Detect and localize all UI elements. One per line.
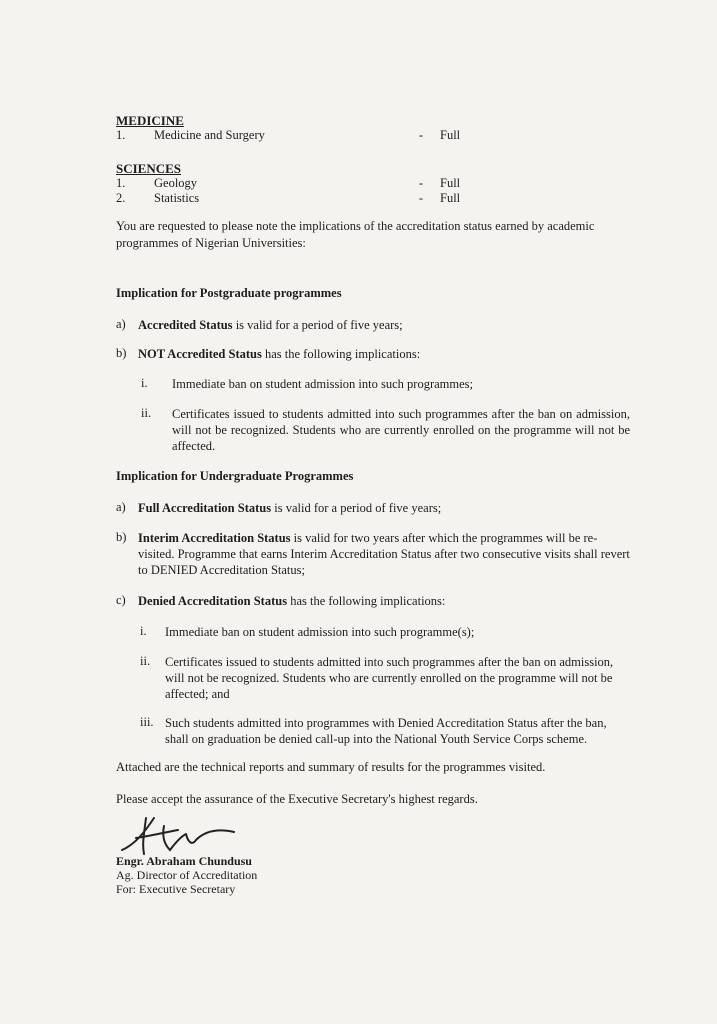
item-marker: b) <box>116 530 127 544</box>
subitem-marker: i. <box>140 624 147 638</box>
item-marker: c) <box>116 593 126 607</box>
postgraduate-heading: Implication for Postgraduate programmes <box>116 286 342 300</box>
programme-name: Medicine and Surgery <box>154 128 265 142</box>
signer-for: For: Executive Secretary <box>116 882 236 896</box>
closing-paragraph: Please accept the assurance of the Executive Secretary's highest regards. <box>116 792 478 806</box>
row-dash: - <box>418 191 424 205</box>
item-bold-label: Denied Accreditation Status <box>138 594 288 608</box>
item-text: has the following implications: <box>261 347 421 361</box>
intro-paragraph: You are requested to please note the implications of the accreditation status earned by academic programmes of Nigerian Universities: <box>116 219 595 250</box>
programme-name: Statistics <box>154 191 200 205</box>
subitem-marker: ii. <box>140 654 151 668</box>
programme-row <box>116 176 460 191</box>
item-text: is valid for a period of five years; <box>232 318 403 332</box>
postgraduate-item-a <box>138 317 628 333</box>
undergraduate-subitem: Immediate ban on student admission into such programme(s); <box>165 625 475 639</box>
item-bold-label: Full Accreditation Status <box>138 501 272 515</box>
undergraduate-subitem: Such students admitted into programmes with Denied Accreditation Status after the ban, shall on graduation be denied call-up into the National Youth Service Corps scheme. <box>165 716 607 746</box>
medicine-heading: MEDICINE <box>116 113 184 128</box>
undergraduate-heading: Implication for Undergraduate Programmes <box>116 469 354 483</box>
undergraduate-item-c <box>138 593 630 609</box>
row-number: 2. <box>116 191 126 205</box>
programme-name: Geology <box>154 176 198 190</box>
programme-row <box>116 191 460 206</box>
undergraduate-item-a <box>138 500 630 516</box>
row-number: 1. <box>116 176 126 190</box>
row-number: 1. <box>116 128 126 142</box>
accreditation-status: Full <box>440 128 461 142</box>
accreditation-status: Full <box>440 176 461 190</box>
item-marker: b) <box>116 346 127 360</box>
accreditation-status: Full <box>440 191 461 205</box>
item-text: is valid for a period of five years; <box>271 501 442 515</box>
item-marker: a) <box>116 500 126 514</box>
row-dash: - <box>418 128 424 142</box>
undergraduate-subitem: Certificates issued to students admitted into such programmes after the ban on admission, will not be recognized. Students who are currently enrolled on the programme will not be affected; and <box>165 655 614 701</box>
postgraduate-item-b <box>138 346 628 362</box>
row-dash: - <box>418 176 424 190</box>
sciences-heading: SCIENCES <box>116 161 182 176</box>
signer-name: Engr. Abraham Chundusu <box>116 854 252 868</box>
attached-paragraph: Attached are the technical reports and summary of results for the programmes visited. <box>116 760 546 774</box>
subitem-marker: i. <box>141 376 148 390</box>
item-bold-label: NOT Accredited Status <box>138 347 262 361</box>
signer-title: Ag. Director of Accreditation <box>116 868 258 882</box>
postgraduate-subitem: Certificates issued to students admitted into such programmes after the ban on admission, will not be recognized. Students who are currently enrolled on the programme will not be affected. <box>172 407 630 453</box>
item-text: is valid for two years after which the programmes will be re-visited. Programme that earns Interim Accreditation Status after two consecutive visits shall revert to DENIED Accreditation Status; <box>138 531 630 577</box>
item-marker: a) <box>116 317 126 331</box>
subitem-marker: ii. <box>141 406 152 420</box>
item-bold-label: Interim Accreditation Status <box>138 531 291 545</box>
signer-block <box>116 854 257 896</box>
item-bold-label: Accredited Status <box>138 318 233 332</box>
subitem-marker: iii. <box>140 715 154 729</box>
undergraduate-item-b <box>138 530 630 578</box>
item-text: has the following implications: <box>287 594 446 608</box>
programme-row <box>116 128 460 143</box>
postgraduate-subitem: Immediate ban on student admission into such programmes; <box>172 377 473 391</box>
